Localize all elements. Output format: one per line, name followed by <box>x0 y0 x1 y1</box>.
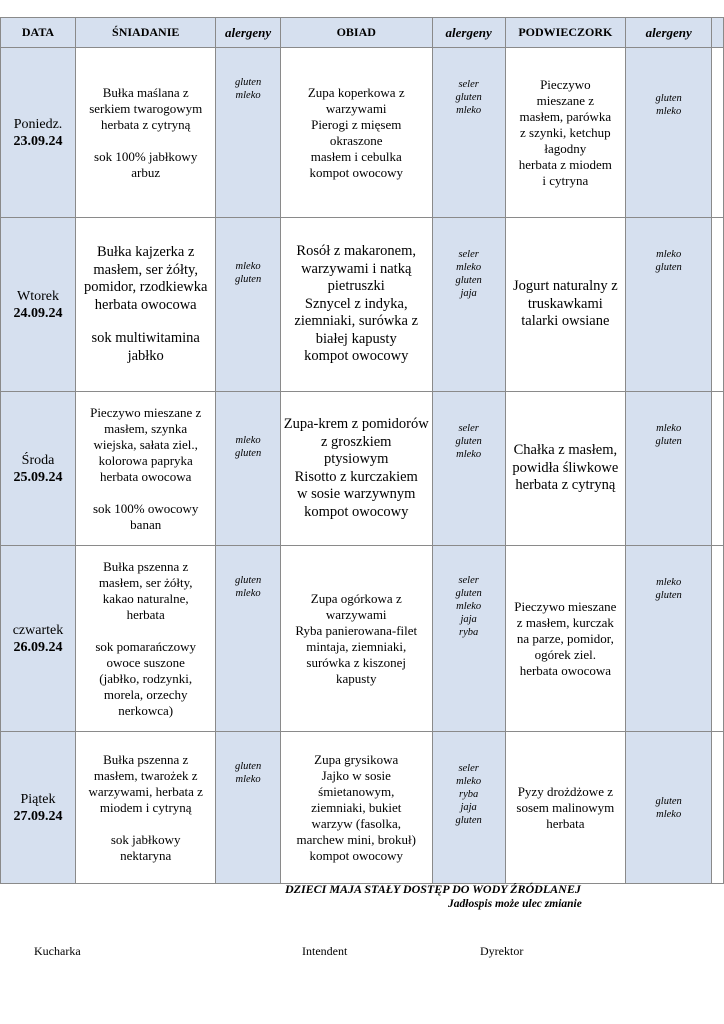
breakfast-cell-line: masłem, szynka <box>104 420 188 436</box>
lunch-cell-line: okraszone <box>329 132 383 148</box>
allergen: gluten <box>655 436 682 447</box>
header-allergens-snack: alergeny <box>626 18 712 48</box>
breakfast-cell-line <box>79 314 212 330</box>
allergen: gluten <box>234 761 262 772</box>
allergen: gluten <box>234 575 262 586</box>
snack-allergens-cell <box>626 392 712 546</box>
breakfast-cell-line: nektaryna <box>120 847 172 863</box>
header-extra-cell <box>712 18 724 48</box>
snack-cell-line: Jogurt naturalny z <box>513 278 618 295</box>
extra-cell <box>712 546 724 732</box>
lunch-cell-line: ptysiowym <box>324 451 389 467</box>
day-date: 24.09.24 <box>13 305 63 321</box>
snack-cell-line: Pieczywo <box>540 76 591 92</box>
lunch-cell-line: w sosie warzywnym <box>297 486 416 502</box>
allergen: mleko <box>235 90 261 101</box>
water-access-note: DZIECI MAJA STAŁY DOSTĘP DO WODY ŹRÓDLANEJ <box>285 882 581 896</box>
lunch-cell-line: kompot owocowy <box>309 847 403 863</box>
lunch-cell-line: mintaja, ziemniaki, <box>306 638 407 654</box>
allergen: mleko <box>235 588 261 599</box>
snack-cell <box>505 546 626 732</box>
allergen: mleko <box>456 601 482 612</box>
day-date: 27.09.24 <box>13 808 63 824</box>
lunch-allergens-cell <box>432 732 505 884</box>
lunch-cell-line: Rosół z makaronem, <box>296 243 417 260</box>
day-cell <box>1 392 76 546</box>
breakfast-allergens-cell <box>216 732 280 884</box>
allergen: gluten <box>655 795 682 807</box>
allergen: gluten <box>455 436 482 447</box>
snack-cell-line: na parze, pomidor, <box>516 630 614 646</box>
lunch-cell-line: warzywami i natką <box>301 260 412 277</box>
day-date: 23.09.24 <box>13 133 63 149</box>
lunch-cell-line: Risotto z kurczakiem <box>294 468 418 485</box>
allergen: ryba <box>459 627 479 638</box>
extra-cell <box>712 392 724 546</box>
breakfast-cell-line: herbata <box>126 606 165 622</box>
breakfast-cell-line: banan <box>130 516 162 532</box>
snack-allergens-cell <box>626 546 712 732</box>
allergen: gluten <box>234 274 262 285</box>
snack-allergens-cell <box>626 218 712 392</box>
breakfast-cell-line: kakao naturalne, <box>102 590 189 606</box>
allergen: mleko <box>456 105 482 116</box>
snack-cell-line: z masłem, kurczak <box>516 614 614 630</box>
snack-cell <box>505 218 626 392</box>
allergen: mleko <box>235 435 261 446</box>
allergen: jaja <box>460 614 477 625</box>
allergen: mleko <box>656 577 682 588</box>
header-allergens-lunch: alergeny <box>432 18 505 48</box>
lunch-cell <box>280 48 432 218</box>
lunch-allergens-cell <box>432 392 505 546</box>
snack-cell-line: herbata z miodem <box>518 156 612 172</box>
breakfast-allergens-cell <box>216 48 280 218</box>
lunch-cell-line: Zupa grysikowa <box>314 751 399 767</box>
allergen: ryba <box>459 789 479 800</box>
extra-cell <box>712 48 724 218</box>
breakfast-cell-line: pomidor, rzodkiewka <box>83 279 208 295</box>
allergen: seler <box>458 249 479 260</box>
allergen: gluten <box>455 92 482 103</box>
breakfast-cell-line: (jabłko, rodzynki, <box>99 670 193 686</box>
snack-cell-line: z szynki, ketchup <box>520 124 611 140</box>
lunch-cell-line: kompot owocowy <box>304 348 409 365</box>
allergen: gluten <box>655 93 682 104</box>
day-cell <box>1 218 76 392</box>
breakfast-cell-line <box>79 485 212 501</box>
day-row <box>1 732 724 884</box>
breakfast-cell <box>75 732 215 884</box>
menu-table <box>0 17 724 884</box>
header-date: DATA <box>1 18 76 48</box>
allergen: mleko <box>656 106 682 117</box>
lunch-cell-line: kompot owocowy <box>304 503 409 520</box>
breakfast-cell-line: sok 100% jabłkowy <box>94 148 198 164</box>
extra-cell <box>712 218 724 392</box>
snack-cell-line: łagodny <box>544 140 587 156</box>
breakfast-cell-line: sok multiwitamina <box>91 330 200 346</box>
snack-cell <box>505 392 626 546</box>
day-name: czwartek <box>12 622 64 638</box>
allergen: mleko <box>456 449 482 460</box>
breakfast-cell-line: Bułka kajzerka z <box>96 244 195 260</box>
breakfast-cell-line: wiejska, sałata ziel., <box>93 436 198 452</box>
day-name: Środa <box>21 452 55 468</box>
breakfast-cell-line: morela, orzechy <box>103 686 188 702</box>
breakfast-cell-line: masłem, ser żółty, <box>93 261 198 278</box>
breakfast-cell-line: warzywami, herbata z <box>88 783 203 799</box>
signature-director: Dyrektor <box>480 944 524 958</box>
snack-cell-line: Pyzy drożdżowe z <box>517 783 613 799</box>
allergen: mleko <box>235 774 261 785</box>
menu-change-note: Jadłospis może ulec zmianie <box>448 898 582 910</box>
day-date: 25.09.24 <box>13 469 63 485</box>
header-breakfast: ŚNIADANIE <box>75 18 215 48</box>
breakfast-cell-line <box>79 623 212 639</box>
snack-cell-line: Chałka z masłem, <box>513 442 618 459</box>
lunch-allergens-cell <box>432 546 505 732</box>
day-cell <box>1 546 76 732</box>
lunch-cell-line: Zupa-krem z pomidorów <box>283 416 429 432</box>
allergen: gluten <box>655 262 682 273</box>
header-allergens-breakfast: alergeny <box>216 18 280 48</box>
allergen: gluten <box>455 815 482 826</box>
breakfast-cell-line: Bułka pszenna z <box>103 751 189 767</box>
day-name: Poniedz. <box>13 116 63 132</box>
lunch-cell-line: pietruszki <box>327 278 385 295</box>
extra-cell <box>712 732 724 884</box>
breakfast-cell <box>75 546 215 732</box>
day-date: 26.09.24 <box>13 639 63 655</box>
lunch-cell-line: białej kapusty <box>315 330 397 347</box>
lunch-cell-line: warzyw (fasolka, <box>311 815 401 831</box>
breakfast-cell-line: Bułka maślana z <box>102 84 189 100</box>
snack-cell-line: i cytryna <box>542 172 589 188</box>
breakfast-cell-line: sok 100% owocowy <box>92 500 199 516</box>
snack-cell-line: ogórek ziel. <box>534 646 597 662</box>
breakfast-cell-line <box>79 133 212 149</box>
allergen: mleko <box>235 261 261 272</box>
lunch-cell-line: Jajko w sosie <box>321 767 391 783</box>
signature-steward: Intendent <box>302 944 348 958</box>
header-row <box>1 18 724 48</box>
breakfast-cell-line: masłem, twarożek z <box>93 767 198 783</box>
breakfast-cell-line: owoce suszone <box>106 654 185 670</box>
day-name: Wtorek <box>17 288 59 304</box>
lunch-cell-line: Zupa ogórkowa z <box>310 590 402 606</box>
lunch-cell-line: ziemniaki, bukiet <box>311 799 402 815</box>
lunch-cell <box>280 392 432 546</box>
lunch-cell <box>280 732 432 884</box>
day-row <box>1 218 724 392</box>
allergen: jaja <box>460 288 477 299</box>
snack-cell-line: truskawkami <box>527 295 603 312</box>
allergen: mleko <box>456 262 482 273</box>
lunch-cell <box>280 218 432 392</box>
allergen: jaja <box>460 802 477 813</box>
allergen: gluten <box>234 448 262 459</box>
breakfast-cell-line: Bułka pszenna z <box>103 558 189 574</box>
snack-allergens-cell <box>626 732 712 884</box>
breakfast-cell-line <box>79 816 212 832</box>
allergen: gluten <box>655 590 682 601</box>
header-snack: PODWIECZORK <box>505 18 626 48</box>
lunch-cell-line: kompot owocowy <box>309 164 403 180</box>
day-row <box>1 48 724 218</box>
breakfast-allergens-cell <box>216 392 280 546</box>
breakfast-cell-line: masłem, ser żółty, <box>98 574 193 590</box>
breakfast-cell-line: herbata z cytryną <box>100 116 191 132</box>
snack-cell-line: herbata z cytryną <box>515 477 616 494</box>
allergen: mleko <box>456 776 482 787</box>
allergen: mleko <box>656 808 682 820</box>
snack-cell-line: Pieczywo mieszane <box>514 598 617 614</box>
allergen: seler <box>458 423 479 434</box>
lunch-cell-line: Ryba panierowana-filet <box>295 622 418 638</box>
allergen: mleko <box>656 423 682 434</box>
header-lunch: OBIAD <box>280 18 432 48</box>
lunch-cell-line: z groszkiem <box>321 433 392 450</box>
breakfast-cell-line: herbata owocowa <box>100 468 192 484</box>
allergen: seler <box>458 79 479 90</box>
breakfast-cell-line: jabłko <box>127 347 164 364</box>
breakfast-allergens-cell <box>216 218 280 392</box>
allergen: gluten <box>234 77 262 88</box>
lunch-cell-line: Sznycel z indyka, <box>304 295 408 312</box>
breakfast-cell-line: nerkowca) <box>118 702 174 718</box>
lunch-cell-line: warzywami <box>325 606 387 622</box>
lunch-allergens-cell <box>432 48 505 218</box>
breakfast-cell-line: sok pomarańczowy <box>95 638 197 654</box>
lunch-cell-line: kapusty <box>336 670 377 686</box>
lunch-cell-line: warzywami <box>325 100 387 116</box>
snack-cell <box>505 732 626 884</box>
day-row <box>1 546 724 732</box>
day-cell <box>1 48 76 218</box>
breakfast-cell-line: Pieczywo mieszane z <box>90 404 202 420</box>
lunch-cell-line: surówka z kiszonej <box>306 654 407 670</box>
lunch-cell-line: śmietanowym, <box>318 783 395 799</box>
lunch-cell-line: masłem i cebulka <box>310 148 402 164</box>
allergen: seler <box>458 763 479 774</box>
snack-cell-line: sosem malinowym <box>516 799 615 815</box>
snack-cell-line: powidła śliwkowe <box>512 459 619 476</box>
snack-allergens-cell <box>626 48 712 218</box>
allergen: gluten <box>455 588 482 599</box>
breakfast-cell-line: miodem i cytryną <box>99 799 192 815</box>
breakfast-allergens-cell <box>216 546 280 732</box>
lunch-cell <box>280 546 432 732</box>
breakfast-cell-line: arbuz <box>131 164 161 180</box>
snack-cell-line: mieszane z <box>536 92 595 108</box>
day-cell <box>1 732 76 884</box>
breakfast-cell-line: serkiem twarogowym <box>89 100 203 116</box>
breakfast-cell <box>75 218 215 392</box>
breakfast-cell-line: herbata owocowa <box>94 296 197 313</box>
lunch-cell-line: Zupa koperkowa z <box>307 84 405 100</box>
allergen: seler <box>458 575 479 586</box>
snack-cell-line: talarki owsiane <box>521 313 610 330</box>
breakfast-cell-line: sok jabłkowy <box>110 831 181 847</box>
snack-cell <box>505 48 626 218</box>
breakfast-cell <box>75 392 215 546</box>
allergen: gluten <box>455 275 482 286</box>
breakfast-cell <box>75 48 215 218</box>
lunch-cell-line: marchew mini, brokuł) <box>296 831 416 847</box>
lunch-allergens-cell <box>432 218 505 392</box>
allergen: mleko <box>656 249 682 260</box>
signature-cook: Kucharka <box>34 944 81 958</box>
lunch-cell-line: Pierogi z mięsem <box>311 116 402 132</box>
breakfast-cell-line: kolorowa papryka <box>98 452 193 468</box>
snack-cell-line: masłem, parówka <box>519 108 612 124</box>
day-row <box>1 392 724 546</box>
snack-cell-line: herbata owocowa <box>519 662 612 678</box>
snack-cell-line: herbata <box>546 815 585 831</box>
day-name: Piątek <box>20 791 56 807</box>
lunch-cell-line: ziemniaki, surówka z <box>294 313 419 330</box>
